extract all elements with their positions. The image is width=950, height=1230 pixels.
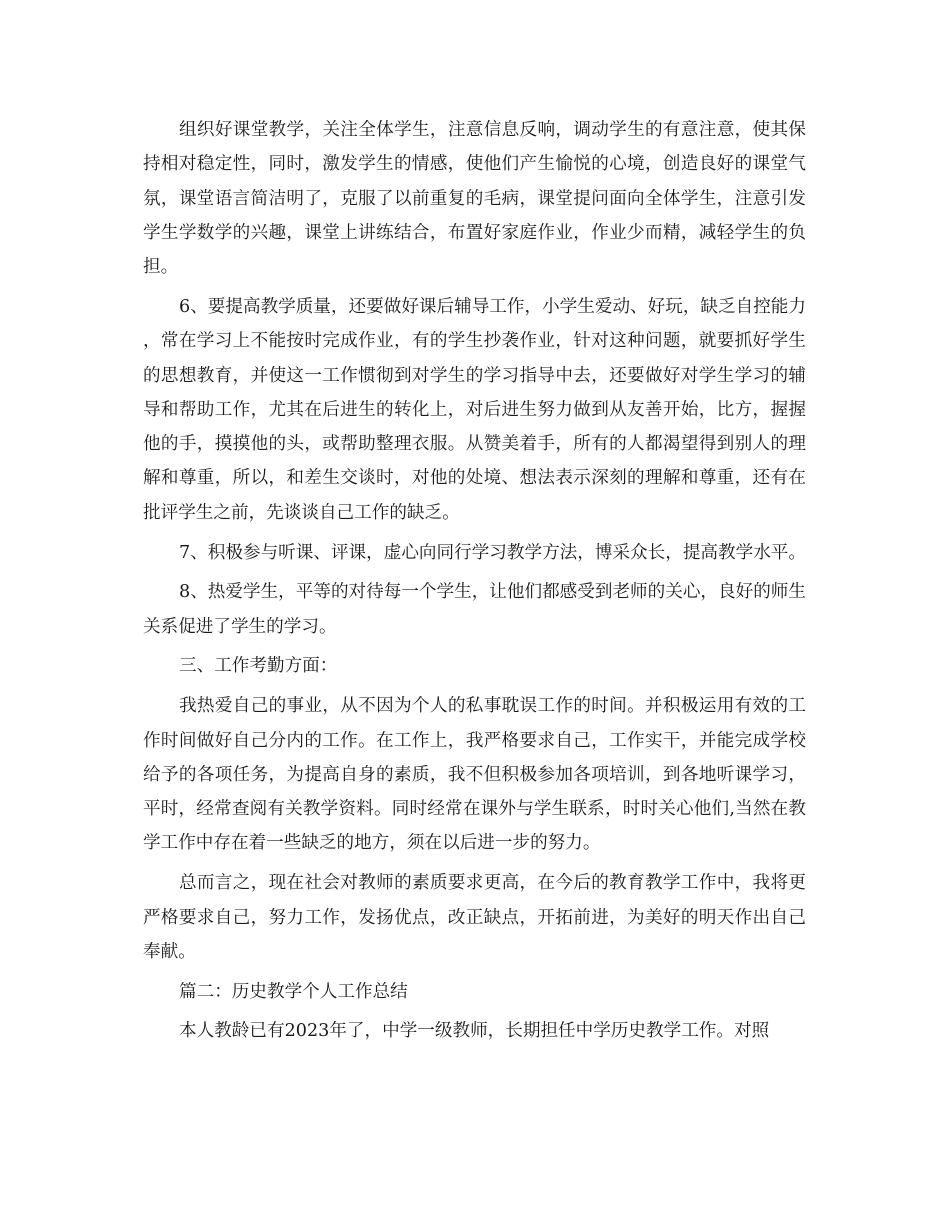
paragraph-conclusion: 总而言之，现在社会对教师的素质要求更高，在今后的教育教学工作中，我将更严格要求自己，努力工作，发扬优点，改正缺点，开拓前进，为美好的明天作出自己奉献。 (143, 873, 806, 962)
paragraph-item-6: 6、要提高教学质量，还要做好课后辅导工作，小学生爱动、好玩，缺乏自控能力，常在学习上不能按时完成作业，有的学生抄袭作业，针对这种问题，就要抓好学生的思想教育，并使这一工作惯彻到对学生的学习指导中去，还要做好对学生学习的辅导和帮助工作，尤其在后进生的转化上，对后进生努力做到从友善开始，比方，握握他的手，摸摸他的头，或帮助整理衣服。从赞美着手，所有的人都渴望得到别人的理解和尊重，所以，和差生交谈时，对他的处境、想法表示深刻的理解和尊重，还有在批评学生之前，先谈谈自己工作的缺乏。 (143, 296, 806, 523)
paragraph-part-two-intro: 本人教龄已有2023年了，中学一级教师，长期担任中学历史教学工作。对照 (179, 1021, 770, 1042)
paragraph-attendance: 我热爱自己的事业，从不因为个人的私事耽误工作的时间。并积极运用有效的工作时间做好自己分内的工作。在工作上，我严格要求自己，工作实干，并能完成学校给予的各项任务，为提高自身的素质，我不但积极参加各项培训，到各地听课学习，平时，经常查阅有关教学资料。同时经常在课外与学生联系，时时关心他们,当然在教学工作中存在着一些缺乏的地方，须在以后进一步的努力。 (143, 696, 806, 854)
document-page (143, 113, 806, 1049)
section-heading-attendance: 三、工作考勤方面： (179, 656, 338, 677)
section-heading-part-two: 篇二：历史教学个人工作总结 (179, 981, 408, 1002)
paragraph-classroom-teaching: 组织好课堂教学，关注全体学生，注意信息反响，调动学生的有意注意，使其保持相对稳定性，同时，激发学生的情感，使他们产生愉悦的心境，创造良好的课堂气氛，课堂语言简洁明了，克服了以前重复的毛病，课堂提问面向全体学生，注意引发学生学数学的兴趣，课堂上讲练结合，布置好家庭作业，作业少而精，减轻学生的负担。 (143, 120, 806, 278)
paragraph-item-7: 7、积极参与听课、评课，虚心向同行学习教学方法，博采众长，提高教学水平。 (179, 542, 806, 563)
paragraph-item-8: 8、热爱学生，平等的对待每一个学生，让他们都感受到老师的关心，良好的师生关系促进了学生的学习。 (143, 582, 806, 637)
